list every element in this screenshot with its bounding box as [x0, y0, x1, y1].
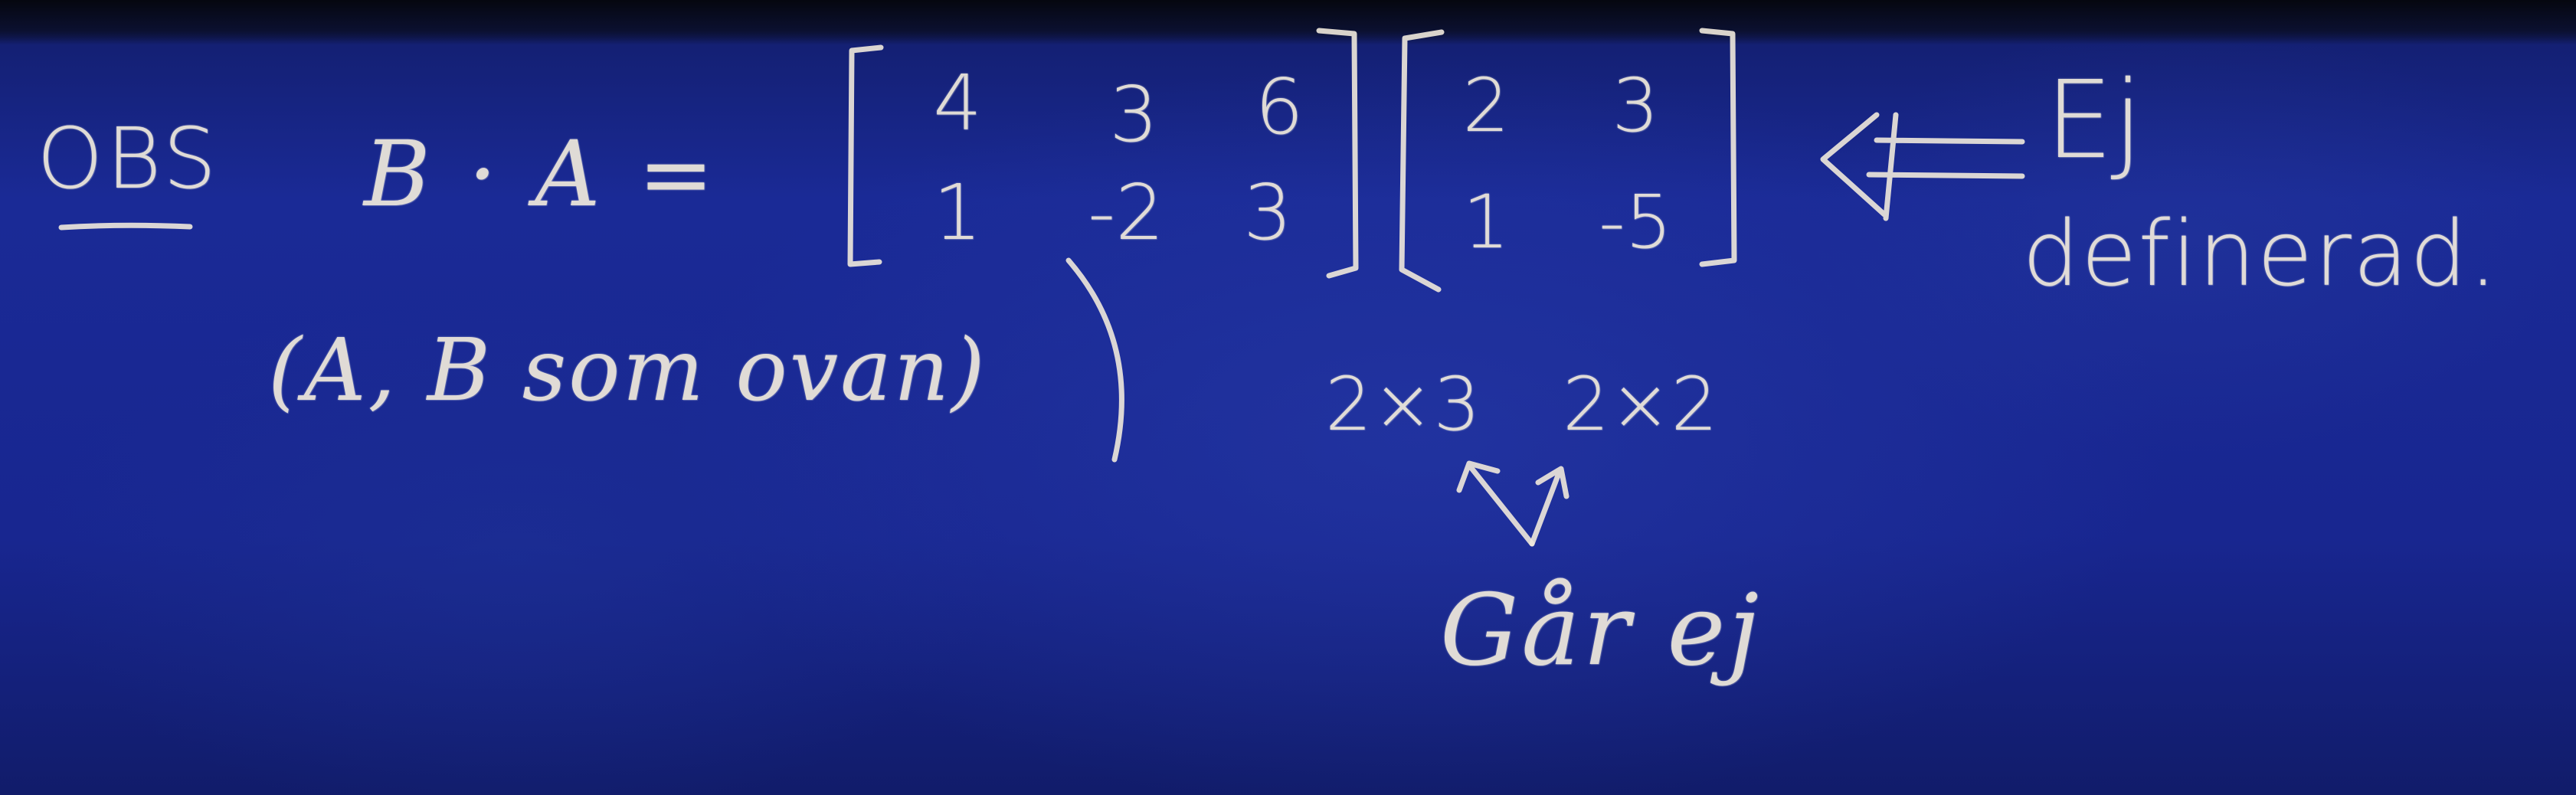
expression-b-times-a: B · A = — [364, 121, 718, 227]
matrix-right-open-bracket — [1402, 32, 1442, 290]
note-a-b-as-above: (A, B som ovan) — [268, 321, 987, 420]
arrow-up-left-icon — [1459, 463, 1532, 544]
matrix-left-r1c3: 6 — [1255, 62, 1304, 152]
matrix-right-r1c2: 3 — [1612, 63, 1659, 149]
matrix-left-r2c2: -2 — [1088, 168, 1164, 257]
arrow-left-icon — [1823, 115, 2022, 218]
matrix-left-close-bracket — [1319, 31, 1356, 276]
matrix-right-r2c1: 1 — [1462, 179, 1510, 265]
matrix-left-r1c2: 3 — [1109, 70, 1158, 159]
arrow-up-right-icon — [1532, 469, 1566, 544]
closing-parenthesis — [1069, 260, 1121, 460]
matrix-left-r1c1: 4 — [933, 58, 982, 148]
matrix-right-close-bracket — [1702, 31, 1734, 264]
obs-label: OBS — [37, 110, 220, 208]
dims-right-matrix: 2×2 — [1563, 362, 1718, 447]
matrix-right-r1c1: 2 — [1462, 63, 1510, 149]
verdict-line-2: definerad. — [2022, 201, 2499, 306]
obs-underline — [61, 225, 190, 227]
matrix-left-r2c3: 3 — [1243, 168, 1292, 257]
verdict-line-1: Ej — [2045, 58, 2143, 183]
matrix-left-r2c1: 1 — [933, 168, 982, 257]
board-frame-top — [0, 0, 2576, 44]
matrix-left-open-bracket — [850, 47, 881, 264]
matrix-right-r2c2: -5 — [1599, 179, 1672, 265]
dims-left-matrix: 2×3 — [1325, 362, 1481, 447]
mismatch-note: Går ej — [1440, 574, 1762, 688]
